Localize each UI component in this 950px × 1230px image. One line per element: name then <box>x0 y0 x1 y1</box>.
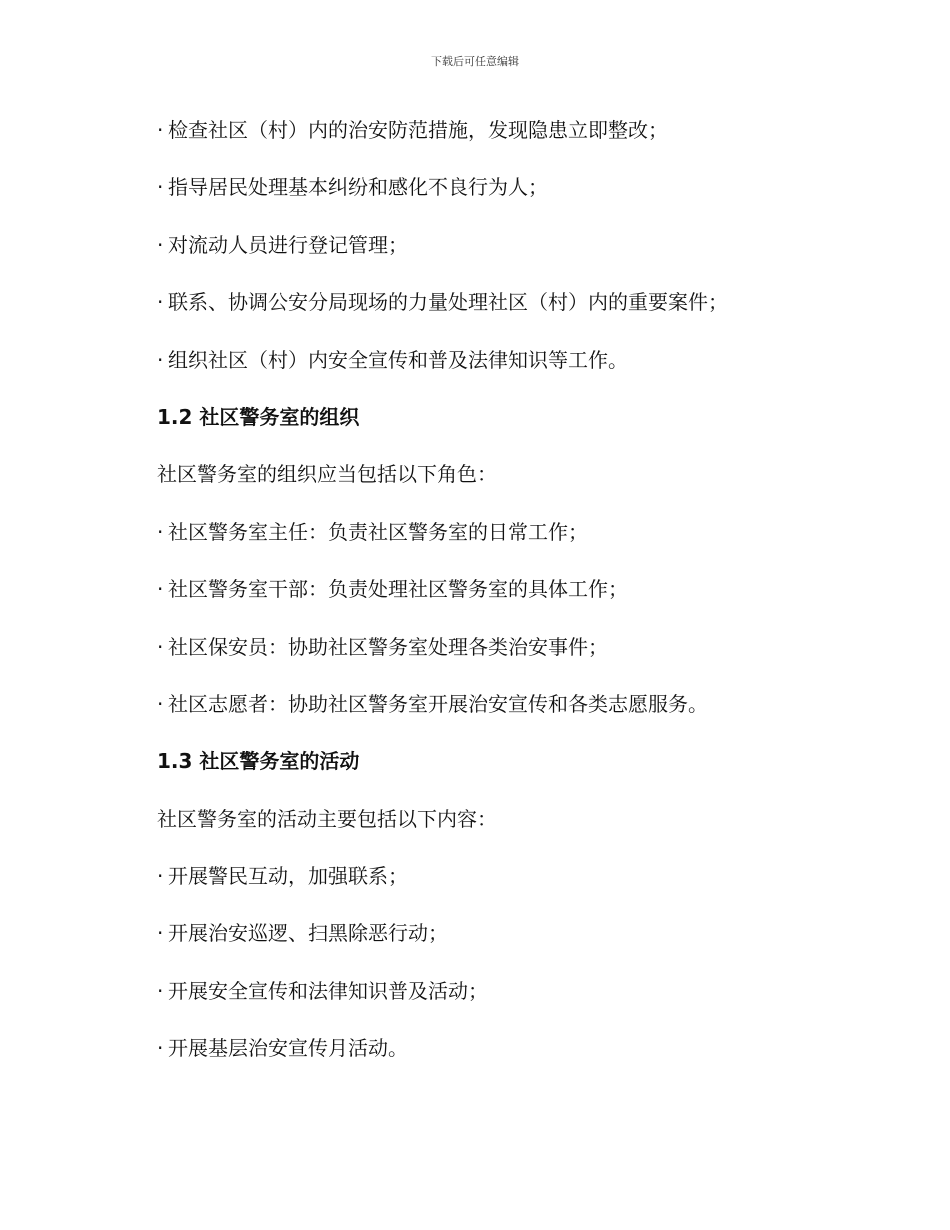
bullet-item <box>157 516 857 573</box>
bullet-text: 组织社区（村）内安全宣传和普及法律知识等工作。 <box>168 347 628 372</box>
bullet-item <box>157 171 857 228</box>
section-heading: 1.3 社区警务室的活动 <box>157 749 360 774</box>
bullet-marker: · <box>157 519 164 544</box>
bullet-text: 社区警务室干部：负责处理社区警务室的具体工作； <box>168 577 628 602</box>
section-intro-paragraph: 社区警务室的活动主要包括以下内容： <box>157 806 497 831</box>
bullet-text: 对流动人员进行登记管理； <box>168 232 408 257</box>
bullet-item <box>157 631 857 688</box>
bullet-text: 社区警务室主任：负责社区警务室的日常工作； <box>168 519 588 544</box>
bullet-item <box>157 975 857 1032</box>
bullet-text: 开展警民互动，加强联系； <box>168 864 408 889</box>
bullet-text: 社区保安员：协助社区警务室处理各类治安事件； <box>168 634 608 659</box>
bullet-text: 指导居民处理基本纠纷和感化不良行为人； <box>168 175 548 200</box>
bullet-marker: · <box>157 691 164 716</box>
bullet-item <box>157 573 857 630</box>
bullet-marker: · <box>157 864 164 889</box>
bullet-marker: · <box>157 232 164 257</box>
bullet-marker: · <box>157 921 164 946</box>
bullet-marker: · <box>157 175 164 200</box>
bullet-text: 社区志愿者：协助社区警务室开展治安宣传和各类志愿服务。 <box>168 691 708 716</box>
bullet-marker: · <box>157 1036 164 1061</box>
bullet-text: 开展基层治安宣传月活动。 <box>168 1036 408 1061</box>
bullet-marker: · <box>157 118 164 142</box>
bullet-marker: · <box>157 634 164 659</box>
page-header-note: 下载后可任意编辑 <box>431 55 519 68</box>
bullet-marker: · <box>157 577 164 602</box>
bullet-item <box>157 229 857 286</box>
bullet-text: 检查社区（村）内的治安防范措施，发现隐患立即整改； <box>168 118 668 142</box>
document-body <box>157 114 857 1090</box>
bullet-text: 开展安全宣传和法律知识普及活动； <box>168 978 488 1003</box>
bullet-text: 开展治安巡逻、扫黑除恶行动； <box>168 921 448 946</box>
bullet-item <box>157 688 857 745</box>
bullet-item <box>157 860 857 917</box>
bullet-item <box>157 114 857 171</box>
bullet-item <box>157 1032 857 1089</box>
bullet-text: 联系、协调公安分局现场的力量处理社区（村）内的重要案件； <box>168 290 728 315</box>
bullet-marker: · <box>157 978 164 1003</box>
bullet-item <box>157 344 857 401</box>
bullet-item <box>157 286 857 343</box>
bullet-item <box>157 917 857 974</box>
bullet-marker: · <box>157 347 164 372</box>
bullet-marker: · <box>157 290 164 315</box>
section-heading: 1.2 社区警务室的组织 <box>157 404 360 429</box>
section-intro-paragraph: 社区警务室的组织应当包括以下角色： <box>157 462 497 487</box>
